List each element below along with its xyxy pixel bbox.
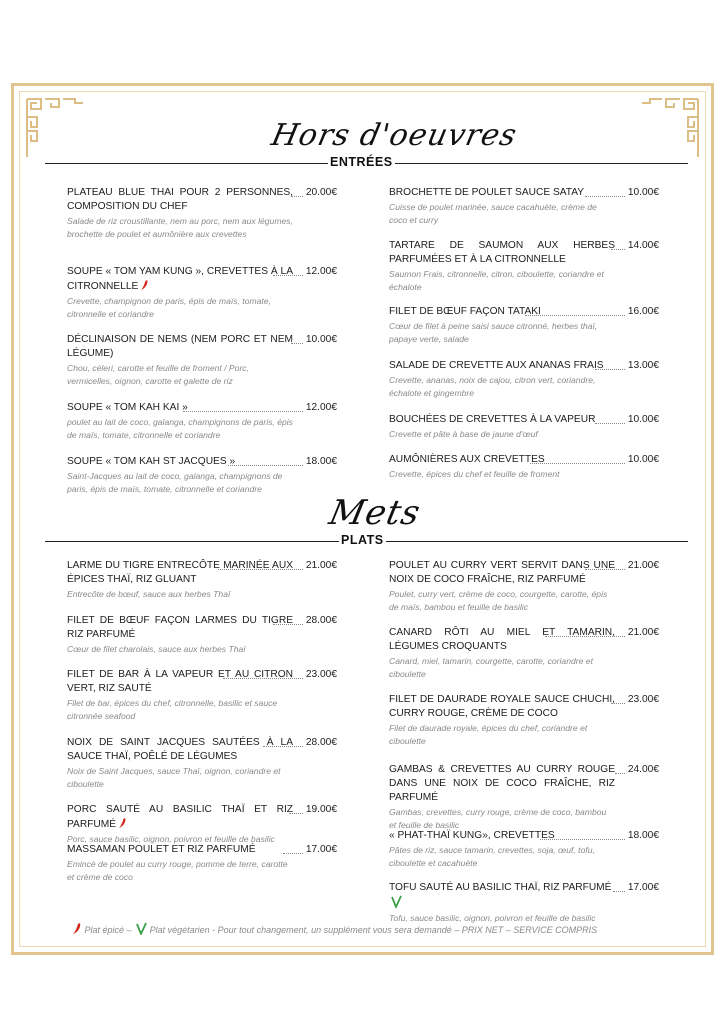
menu-item-description: Gambas, crevettes, curry rouge, crème de coco, bambou et feuille de basilic [389, 807, 607, 830]
menu-item-title [67, 455, 293, 469]
menu-item-header [67, 736, 337, 764]
menu-item-header [67, 843, 337, 857]
menu-item [67, 843, 337, 883]
menu-item-title-text: BOUCHÉES DE CREVETTES À LA VAPEUR [389, 414, 596, 425]
menu-item-title [389, 359, 615, 373]
menu-item [67, 455, 337, 495]
menu-item [67, 401, 337, 441]
menu-item-price: 23.00€ [305, 669, 337, 680]
entrees-heading: ENTRÉES [330, 155, 393, 169]
menu-item-title [389, 829, 615, 843]
menu-item-title-text: BROCHETTE DE POULET SAUCE SATAY [389, 187, 585, 198]
dotted-leader [223, 678, 303, 679]
dotted-leader [540, 839, 625, 840]
menu-item-price: 12.00€ [305, 402, 337, 413]
menu-item [389, 239, 659, 293]
menu-item [67, 736, 337, 790]
menu-item-price: 18.00€ [627, 830, 659, 841]
menu-item-price: 28.00€ [305, 737, 337, 748]
dotted-leader [545, 636, 625, 637]
menu-item-price: 28.00€ [305, 615, 337, 626]
dotted-leader [595, 369, 625, 370]
menu-item-title-text: NOIX DE SAINT JACQUES SAUTÉES À LA SAUCE THAÏ, POÊLÉ DE LÉGUMES [67, 737, 293, 762]
legend-footer [70, 922, 597, 935]
menu-item-title-text: FILET DE DAURADE ROYALE SAUCE CHUCHI, CURRY ROUGE, CRÈME DE COCO [389, 694, 615, 719]
menu-item [389, 626, 659, 680]
chili-icon [118, 817, 127, 829]
menu-item-title [389, 305, 615, 319]
menu-item-price: 21.00€ [305, 560, 337, 571]
menu-item-description: Saint-Jacques au lait de coco, galanga, champignons de paris, épis de maïs, tomate, citronnelle et coriandre [67, 471, 283, 494]
leaf-icon [391, 895, 402, 908]
menu-item-title [67, 333, 293, 361]
leaf-icon [136, 922, 147, 935]
menu-item-header [389, 305, 659, 319]
menu-item-price: 21.00€ [627, 560, 659, 571]
menu-item-price: 17.00€ [305, 844, 337, 855]
menu-item-title [67, 186, 293, 214]
chili-icon [140, 279, 149, 291]
menu-item-title [389, 763, 615, 805]
menu-item-description: Poulet, curry vert, crème de coco, courgette, carotte, épis de maïs, bambou et feuille de basilic [389, 589, 608, 612]
menu-item-price: 17.00€ [627, 882, 659, 893]
menu-item-description: Cuisse de poulet marinée, sauce cacahuète, crème de coco et curry [389, 202, 597, 225]
menu-item-description: Cœur de filet charolais, sauce aux herbes Thaï [67, 644, 246, 654]
menu-item-price: 10.00€ [305, 334, 337, 345]
legend-spicy: Plat épicé – [84, 925, 132, 935]
dotted-leader [585, 569, 625, 570]
menu-item-price: 16.00€ [627, 306, 659, 317]
menu-item-price: 10.00€ [627, 414, 659, 425]
menu-item-price: 13.00€ [627, 360, 659, 371]
menu-item [389, 559, 659, 613]
menu-item-description: Canard, miel, tamarin, courgette, carotte, coriandre et ciboulette [389, 656, 593, 679]
menu-item [67, 803, 337, 846]
menu-item-description: Crevette et pâte à base de jaune d'œuf [389, 429, 538, 439]
menu-item-title [389, 413, 615, 427]
menu-item-title-text: SALADE DE CREVETTE AUX ANANAS FRAIS [389, 360, 604, 371]
menu-item-title-text: SOUPE « TOM YAM KUNG », CREVETTES À LA CITRONNELLE [67, 266, 293, 292]
menu-item-price: 20.00€ [305, 187, 337, 198]
menu-item-header [389, 763, 659, 805]
menu-item-title-text: FILET DE BAR À LA VAPEUR ET AU CITRON VERT, RIZ SAUTÉ [67, 669, 293, 694]
menu-item-title-text: PORC SAUTÉ AU BASILIC THAÏ ET RIZ PARFUMÉ [67, 804, 293, 830]
menu-item [389, 305, 659, 345]
menu-item-description: Filet de daurade royale, épices du chef, coriandre et ciboulette [389, 723, 588, 746]
menu-item-header [389, 829, 659, 843]
menu-item [389, 881, 659, 925]
menu-item-description: Crevette, champignon de paris, épis de maïs, tomate, citronnelle et coriandre [67, 296, 271, 319]
menu-item-title [67, 401, 293, 415]
menu-item-title [67, 614, 293, 642]
menu-item [67, 265, 337, 320]
menu-item [67, 614, 337, 656]
menu-item [389, 413, 659, 441]
menu-item-header [67, 803, 337, 832]
menu-item-title-text: TOFU SAUTÉ AU BASILIC THAÏ, RIZ PARFUMÉ [389, 882, 612, 893]
menu-item-title [67, 803, 293, 832]
dotted-leader [291, 196, 303, 197]
menu-item-title-text: FILET DE BŒUF FAÇON TATAKI [389, 306, 541, 317]
menu-item [389, 186, 659, 226]
menu-item-header [389, 239, 659, 267]
menu-item-title-text: AUMÔNIÈRES AUX CREVETTES [389, 454, 545, 465]
dotted-leader [615, 773, 625, 774]
corner-ornament-top-right [640, 97, 700, 157]
menu-item-price: 19.00€ [305, 804, 337, 815]
menu-item-header [67, 559, 337, 587]
dotted-leader [585, 196, 625, 197]
menu-item-title-text: GAMBAS & CREVETTES AU CURRY ROUGE DANS UNE NOIX DE COCO FRAÎCHE, RIZ PARFUMÉ [389, 764, 615, 803]
menu-item-description: Entrecôte de bœuf, sauce aux herbes Thaï [67, 589, 231, 599]
menu-item-price: 24.00€ [627, 764, 659, 775]
dotted-leader [183, 411, 303, 412]
entrees-script-title: Hors d'oeuvres [268, 118, 521, 153]
menu-item-title [389, 453, 615, 467]
dotted-leader [611, 249, 625, 250]
menu-item-header [389, 413, 659, 427]
menu-item-header [67, 614, 337, 642]
menu-item-title-text: POULET AU CURRY VERT SERVIT DANS UNE NOIX DE COCO FRAÎCHE, RIZ PARFUMÉ [389, 560, 615, 585]
menu-item-header [389, 359, 659, 373]
menu-item [389, 829, 659, 869]
menu-item-description: Tofu, sauce basilic, oignon, poivron et feuille de basilic [389, 913, 596, 923]
menu-item-title-text: LARME DU TIGRE ENTRECÔTE MARINÉE AUX ÉPICES THAÏ, RIZ GLUANT [67, 560, 293, 585]
menu-item-title [67, 843, 293, 857]
menu-item-description: Porc, sauce basilic, oignon, poivron et feuille de basilic [67, 834, 275, 844]
menu-item [389, 763, 659, 831]
legend-vegetarian: Plat végétarien - Pour tout changement, un supplément vous sera demandé – PRIX NET – SERVICE COMPRIS [149, 925, 598, 935]
menu-item-title-text: DÉCLINAISON DE NEMS (NEM PORC ET NEM LÉGUME) [67, 334, 293, 359]
menu-item-title-text: TARTARE DE SAUMON AUX HERBES PARFUMÉES ET À LA CITRONNELLE [389, 240, 615, 265]
plats-script-title: Mets [325, 493, 425, 533]
menu-item-title [67, 559, 293, 587]
menu-item [389, 453, 659, 481]
menu-item-price: 21.00€ [627, 627, 659, 638]
menu-item-title-text: MASSAMAN POULET ET RIZ PARFUMÉ [67, 844, 256, 855]
chili-icon [72, 922, 82, 935]
menu-item-title-text: PLATEAU BLUE THAI POUR 2 PERSONNES, COMPOSITION DU CHEF [67, 187, 293, 212]
dotted-leader [263, 746, 303, 747]
menu-item-title [389, 626, 615, 654]
menu-item [389, 693, 659, 747]
dotted-leader [530, 463, 625, 464]
menu-item-price: 18.00€ [305, 456, 337, 467]
menu-item-description: Crevette, épices du chef et feuille de froment [389, 469, 560, 479]
menu-item-description: Pâtes de riz, sauce tamarin, crevettes, soja, œuf, tofu, ciboulette et cacahuète [389, 845, 595, 868]
dotted-leader [273, 624, 303, 625]
menu-item-header [67, 455, 337, 469]
menu-item-price: 14.00€ [627, 240, 659, 251]
menu-item-description: Filet de bar, épices du chef, citronnelle, basilic et sauce citronnée seafood [67, 698, 278, 721]
dotted-leader [273, 275, 303, 276]
plats-heading: PLATS [341, 533, 384, 547]
menu-item-title-text: « PHAT-THAÏ KUNG», CREVETTES [389, 830, 555, 841]
dotted-leader [613, 891, 625, 892]
dotted-leader [291, 343, 303, 344]
menu-item [67, 559, 337, 601]
menu-item-header [389, 453, 659, 467]
menu-item-description: Crevette, ananas, noix de cajou, citron vert, coriandre, échalote et gingembre [389, 375, 596, 398]
menu-item-header [389, 693, 659, 721]
menu-item-title [389, 693, 615, 721]
menu-item-title [67, 668, 293, 696]
menu-item-title [389, 239, 615, 267]
menu-item-price: 10.00€ [627, 187, 659, 198]
dotted-leader [218, 569, 303, 570]
dotted-leader [611, 703, 625, 704]
menu-item-header [389, 626, 659, 654]
menu-item-description: Emincé de poulet au curry rouge, pomme de terre, carotte et crème de coco [67, 859, 288, 882]
menu-item-header [389, 559, 659, 587]
menu-item [67, 186, 337, 240]
menu-item [67, 333, 337, 387]
menu-item-description: Salade de riz croustillante, nem au porc, nem aux légumes, brochette de poulet et aumônière aux crevettes [67, 216, 293, 239]
menu-item-price: 10.00€ [627, 454, 659, 465]
menu-item-title [67, 265, 293, 294]
menu-item-title-text: SOUPE « TOM KAH KAI » [67, 402, 188, 413]
menu-item-header [389, 881, 659, 911]
corner-ornament-top-left [25, 97, 85, 157]
menu-item [389, 359, 659, 399]
menu-item-header [389, 186, 659, 200]
menu-item-header [67, 333, 337, 361]
menu-item-description: Saumon Frais, citronnelle, citron, ciboulette, coriandre et échalote [389, 269, 604, 292]
menu-item-price: 12.00€ [305, 266, 337, 277]
menu-item-header [67, 186, 337, 214]
dotted-leader [228, 465, 303, 466]
dotted-leader [283, 853, 303, 854]
menu-item-header [67, 401, 337, 415]
menu-item-title-text: FILET DE BŒUF FAÇON LARMES DU TIGRE RIZ PARFUMÉ [67, 615, 293, 640]
dotted-leader [289, 813, 303, 814]
menu-item-price: 23.00€ [627, 694, 659, 705]
menu-item-description: Chou, céleri, carotte et feuille de froment / Porc, vermicelles, oignon, carotte et galette de riz [67, 363, 249, 386]
menu-item-title [389, 186, 615, 200]
menu-item-description: Cœur de filet à peine saisi sauce citronné, herbes thaï, papaye verte, salade [389, 321, 598, 344]
dotted-leader [525, 315, 625, 316]
menu-item [67, 668, 337, 722]
menu-item-header [67, 668, 337, 696]
menu-item-title [389, 559, 615, 587]
menu-item-title-text: SOUPE « TOM KAH ST JACQUES » [67, 456, 236, 467]
menu-item-title [67, 736, 293, 764]
menu-item-title [389, 881, 615, 911]
menu-item-description: Noix de Saint Jacques, sauce Thaï, oignon, coriandre et ciboulette [67, 766, 281, 789]
dotted-leader [595, 423, 625, 424]
menu-item-description: poulet au lait de coco, galanga, champignons de paris, épis de maïs, tomate, citronnelle et coriandre [67, 417, 293, 440]
menu-item-title-text: CANARD RÔTI AU MIEL ET TAMARIN, LÉGUMES CROQUANTS [389, 627, 615, 652]
menu-item-header [67, 265, 337, 294]
